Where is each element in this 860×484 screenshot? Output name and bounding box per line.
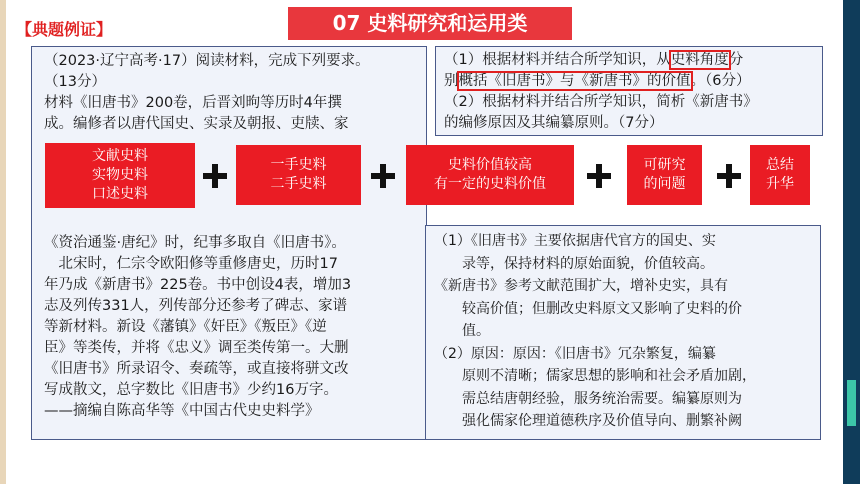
flow-box-source-value: 史料价值较高 有一定的史料价值 [406,145,574,205]
example-label: 【典题例证】 [16,20,113,39]
answer-text [434,230,820,433]
question-1-line-2 [444,71,820,92]
material-line: 《旧唐书》所录诏令、奏疏等，或直接将骈文改 [44,361,349,377]
question-text [444,50,820,134]
material-line: 《资治通鉴·唐纪》时，纪事多取自《旧唐书》。 [44,235,346,251]
material-line: 写成散文，总字数比《旧唐书》少约16万字。 [44,382,338,398]
plus-icon [717,164,741,188]
question-panel [435,46,823,136]
q1-text: 分 [728,52,744,68]
question-1-line-1 [444,50,820,71]
material-line: 臣》等类传，并将《忠义》调至类传第一。大删 [44,340,349,356]
flow-box-source-types: 文献史料 实物史料 口述史料 [45,143,195,208]
plus-icon [371,164,395,188]
slide-title: 07 史料研究和运用类 [288,7,572,40]
material-line: 材料《旧唐书》200卷，后晋刘昫等历时4年撰 [44,95,342,111]
left-edge-bar [0,0,6,484]
answer-line: （2）原因：原因：《旧唐书》冗杂繁复，编纂 [434,345,716,362]
plus-icon [203,164,227,188]
right-edge-accent [847,380,856,426]
material-line: 志及列传331人，列传部分还参考了碑志、家谱 [44,298,348,314]
material-panel [31,46,427,440]
material-line: 年乃成《新唐书》225卷。书中创设4表，增加3 [44,277,352,293]
material-line: ——摘编自陈高华等《中国古代史史料学》 [44,403,320,419]
highlight-source-angle: 史料角度 [670,52,729,68]
answer-line: 录等，保持材料的原始面貌，价值较高。 [434,255,714,272]
material-line: 成。编修者以唐代国史、实录及朝报、吏牍、家 [44,116,349,132]
answer-line: 原则不清晰；儒家思想的影响和社会矛盾加剧， [434,368,756,384]
answer-line: 《新唐书》参考文献范围扩大，增补史实，具有 [434,278,728,294]
q1-text: 别 [444,73,459,89]
question-2-line-1: （2）根据材料并结合所学知识，简析《新唐书》 [444,94,758,110]
answer-line: 较高价值；但删改史料原文又影响了史料的价 [434,300,742,317]
material-bottom-text [44,233,426,422]
question-2-line-2: 的编修原因及其编纂原则。（7分） [444,115,664,131]
material-line: 北宋时，仁宗令欧阳修等重修唐史，历时17 [44,256,338,272]
flow-box-research-questions: 可研究 的问题 [627,145,702,205]
answer-line: 值。 [434,323,490,339]
material-line: （2023·辽宁高考·17）阅读材料，完成下列要求。 [44,53,370,69]
answer-panel [425,225,821,440]
q1-text: （1）根据材料并结合所学知识，从 [444,52,671,68]
flow-box-primary-secondary: 一手史料 二手史料 [236,145,361,205]
plus-icon [587,164,611,188]
material-top-text [44,51,426,135]
answer-line: 需总结唐朝经验，服务统治需要。编纂原则为 [434,390,742,407]
material-line: 等新材料。新设《藩镇》《奸臣》《叛臣》《逆 [44,319,327,335]
material-line: （13分） [44,74,106,90]
answer-line: 强化儒家伦理道德秩序及价值导向、删繁补阙 [434,413,742,429]
highlight-value-summary: 概括《旧唐书》与《新唐书》的价值 [458,73,691,89]
flow-box-summary: 总结 升华 [750,145,810,205]
answer-line: （1）《旧唐书》主要依据唐代官方的国史、实 [434,233,716,249]
q1-text: 。（6分） [690,73,751,89]
